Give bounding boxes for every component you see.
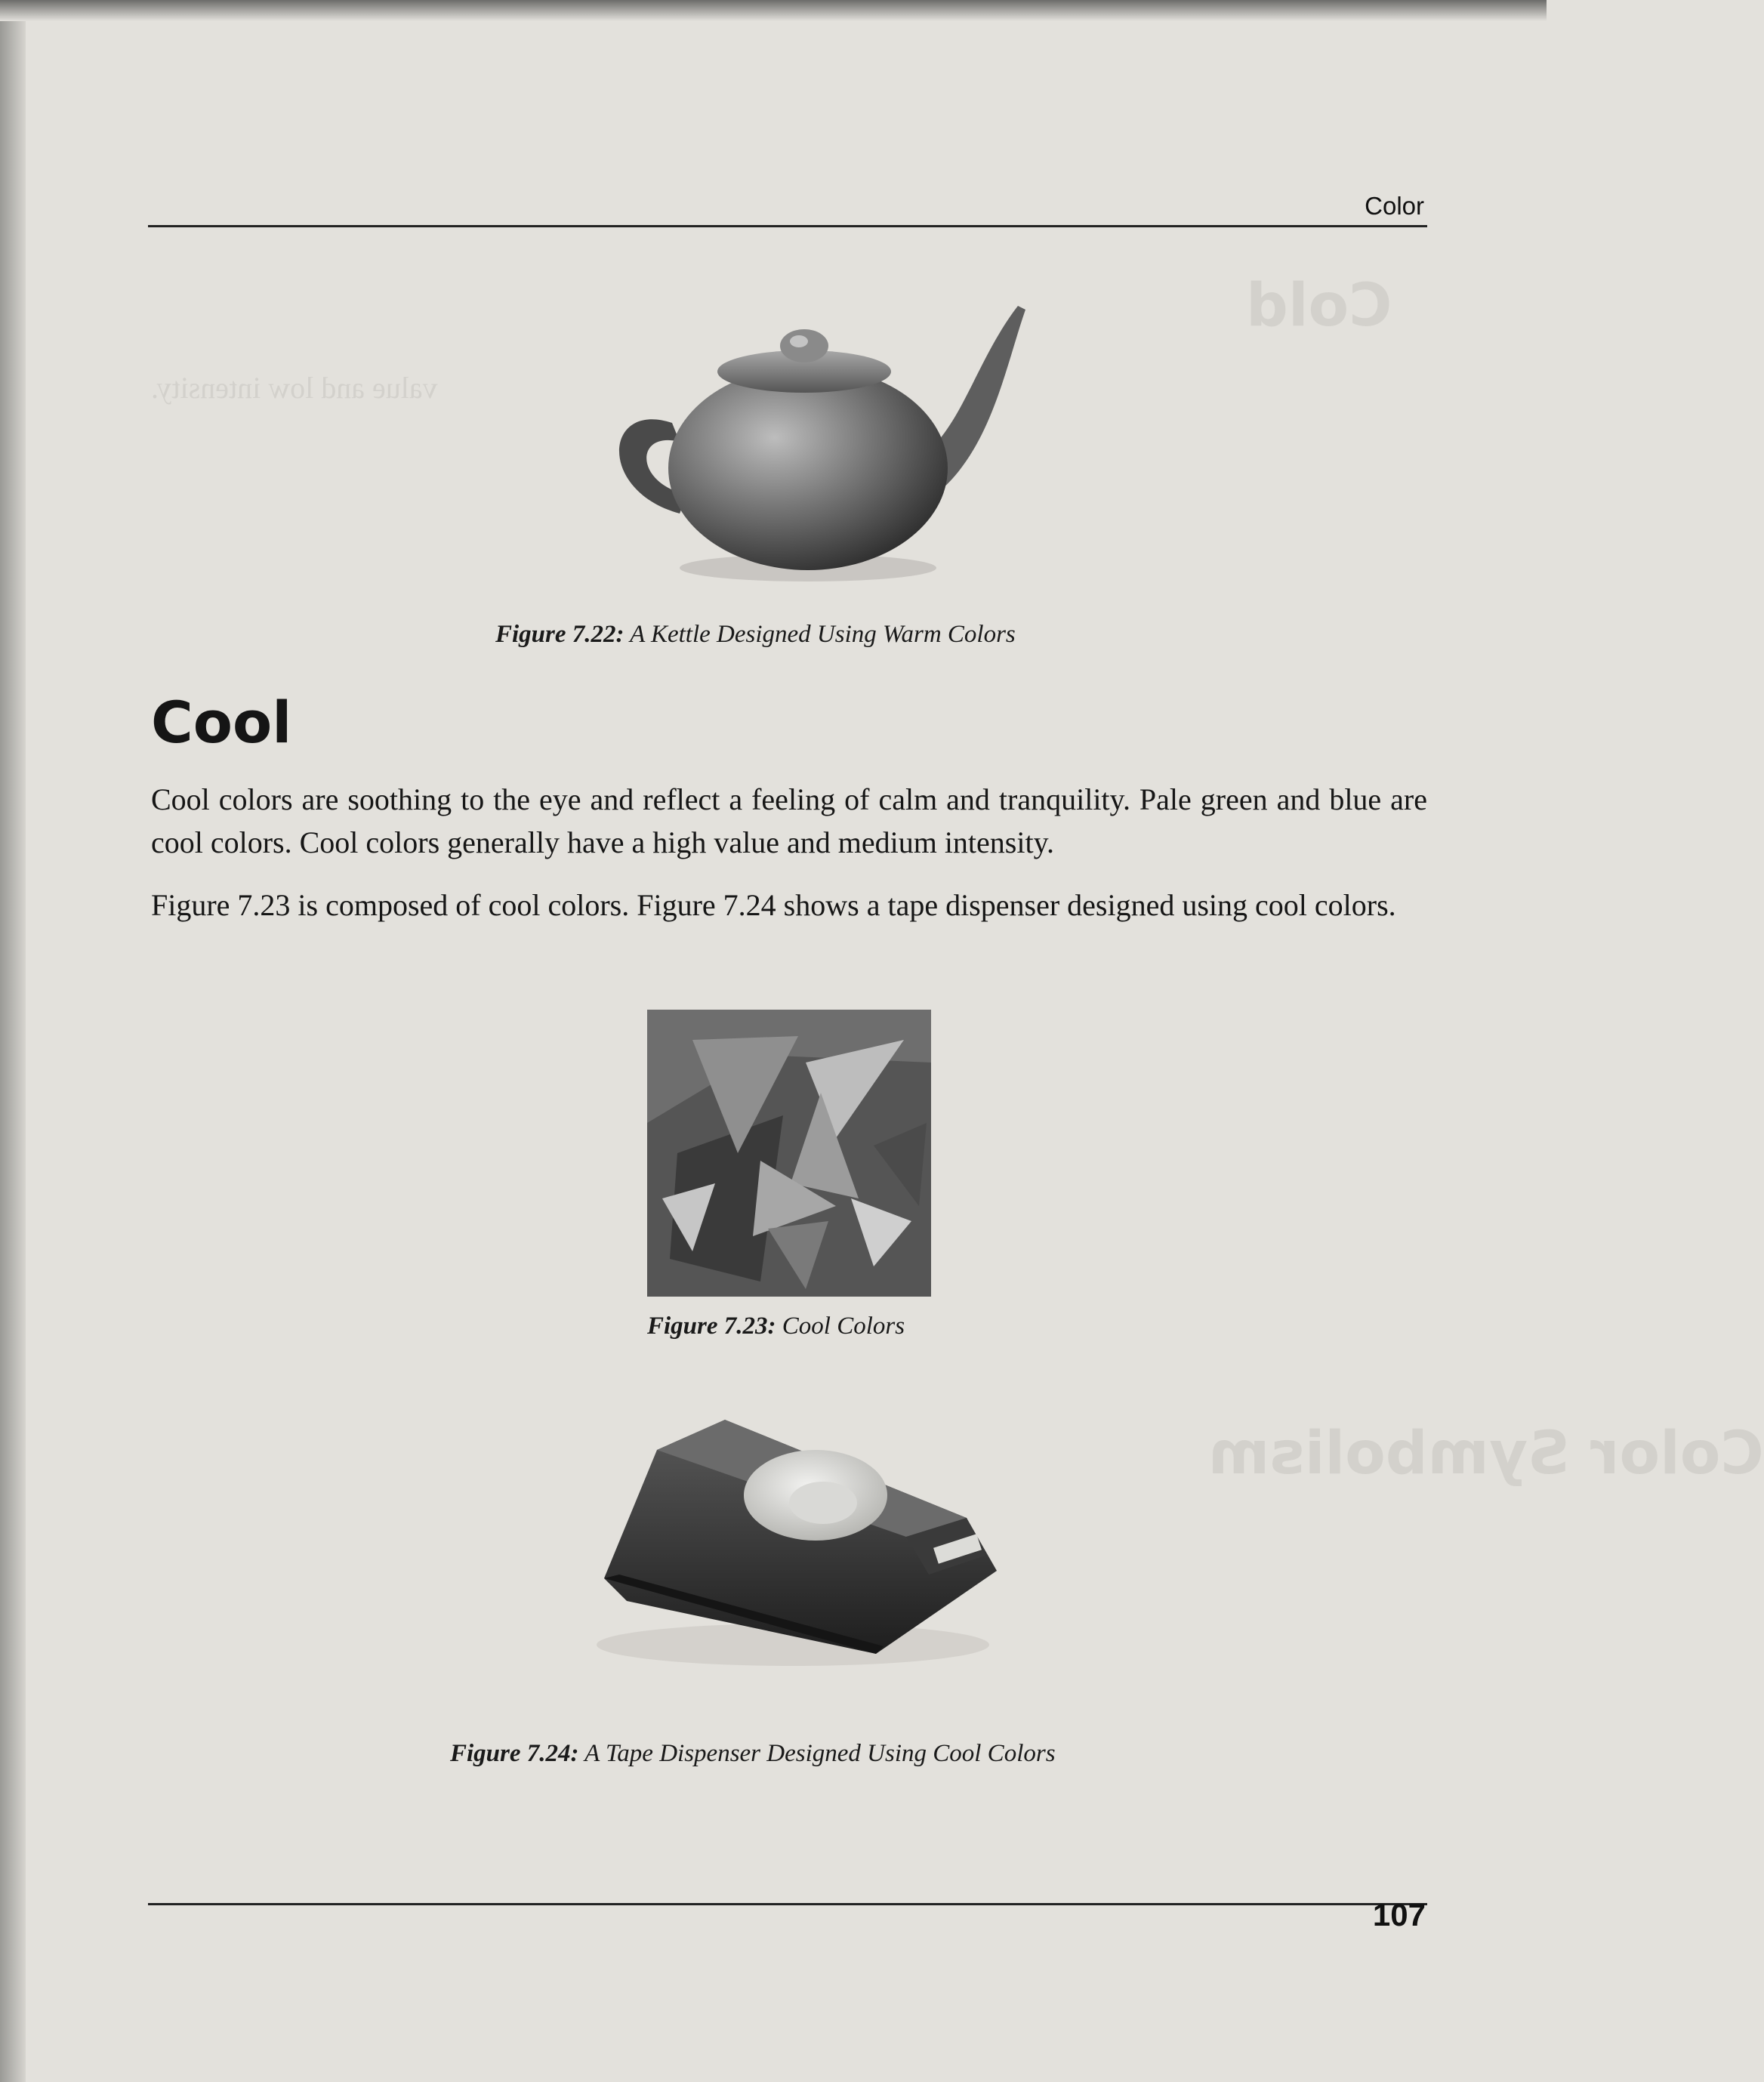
figure-caption-text: Cool Colors [782,1312,905,1340]
page-top-shadow [0,0,1547,21]
page-number: 107 [1372,1897,1426,1932]
body-paragraph: Cool colors are soothing to the eye and reflect a feeling of calm and tranquility. Pale green and blue are cool colors. Cool colors generally have a high value and medium intensity. [151,782,1427,859]
figure-number: Figure 7.22: [495,621,624,648]
running-header: Color [1365,192,1424,220]
header-rule [148,225,1427,227]
figure-number: Figure 7.24: [450,1740,579,1767]
bleed-through-text: value and low intensity. [151,371,438,405]
bleed-through-heading: Cold [1246,272,1392,340]
figure-number: Figure 7.23: [647,1312,776,1340]
cool-colors-figure [647,1010,931,1297]
figure-7-23-caption [647,1312,905,1340]
body-paragraph: Figure 7.23 is composed of cool colors. Figure 7.24 shows a tape dispenser designed using cool colors. [151,888,1396,922]
kettle-figure [581,287,1035,589]
section-heading: Cool [151,689,292,756]
figure-7-22-caption [495,621,1016,649]
figure-caption-text: A Kettle Designed Using Warm Colors [630,621,1016,648]
bleed-through-heading: Color Symbolism [1208,1420,1764,1488]
figure-caption-text: A Tape Dispenser Designed Using Cool Colors [584,1740,1056,1767]
footer-rule [148,1903,1427,1905]
page-binding-shadow [0,0,26,2082]
tape-dispenser-figure [574,1405,997,1676]
figure-7-24-caption [450,1740,1056,1768]
